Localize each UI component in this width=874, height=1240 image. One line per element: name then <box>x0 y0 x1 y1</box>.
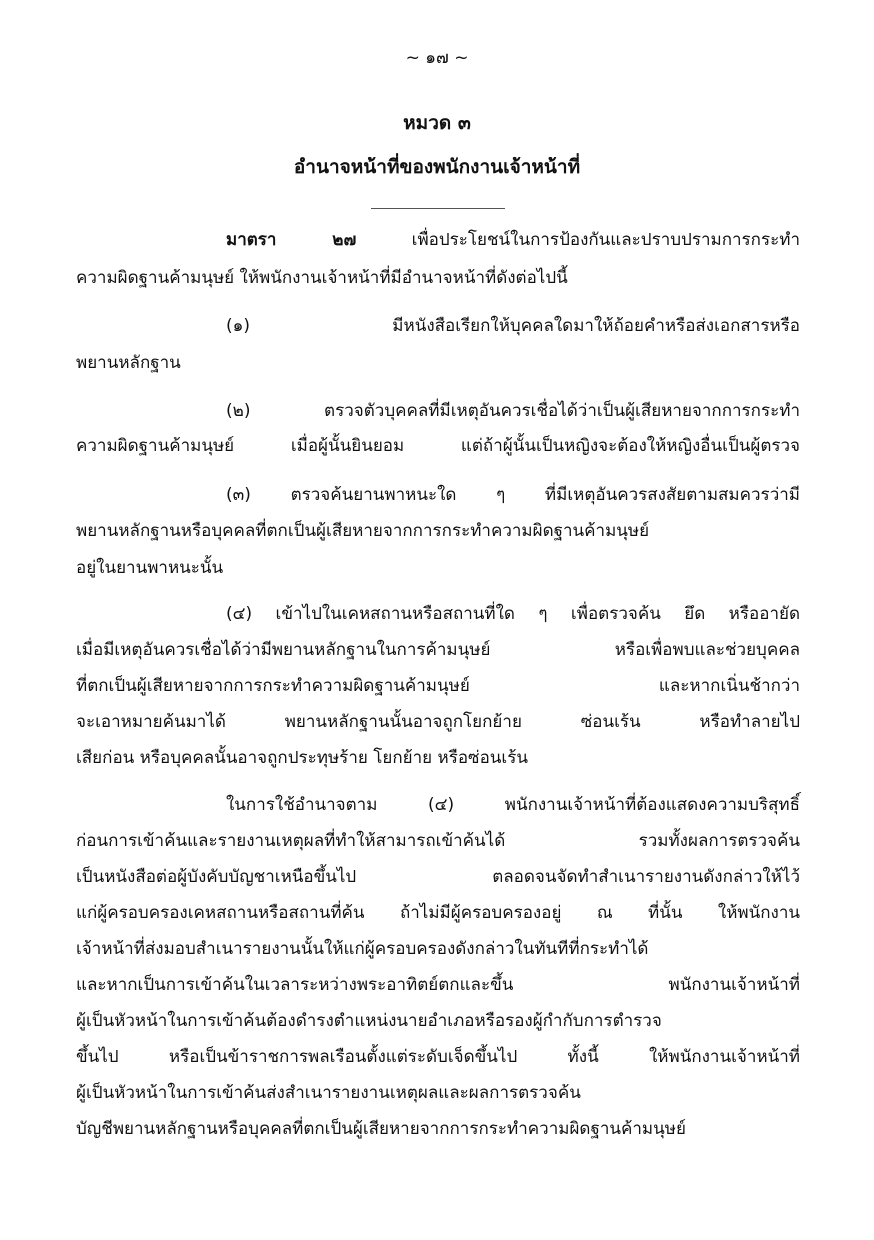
item-line: เมื่อมีเหตุอันควรเชื่อได้ว่ามีพยานหลักฐานในการค้ามนุษย์ หรือเพื่อพบและช่วยบุคคล <box>76 640 800 660</box>
paragraph-line: บัญชีพยานหลักฐานหรือบุคคลที่ตกเป็นผู้เสียหายจากการกระทำความผิดฐานค้ามนุษย์ <box>76 1119 686 1139</box>
paragraph-line: เป็นหนังสือต่อผู้บังคับบัญชาเหนือขึ้นไป ตลอดจนจัดทำสำเนารายงานดังกล่าวให้ไว้ <box>76 867 800 887</box>
heading-divider <box>371 208 505 209</box>
page-number: ~ ๑๗ ~ <box>405 48 469 68</box>
item-line: (๔) เข้าไปในเคหสถานหรือสถานที่ใด ๆ เพื่อตรวจค้น ยึด หรืออายัด <box>226 604 800 624</box>
item-line: พยานหลักฐาน <box>76 353 181 373</box>
section-line: ความผิดฐานค้ามนุษย์ ให้พนักงานเจ้าหน้าที่มีอำนาจหน้าที่ดังต่อไปนี้ <box>76 268 568 288</box>
chapter-title: อำนาจหน้าที่ของพนักงานเจ้าหน้าที่ <box>293 156 581 178</box>
section-label: มาตรา ๒๗ <box>226 230 357 250</box>
item-line: ที่ตกเป็นผู้เสียหายจากการกระทำความผิดฐานค้ามนุษย์ และหากเนิ่นช้ากว่า <box>76 676 800 696</box>
section-line <box>226 232 800 256</box>
paragraph-line: เจ้าหน้าที่ส่งมอบสำเนารายงานนั้นให้แก่ผู้ครอบครองดังกล่าวในทันทีที่กระทำได้ <box>76 939 649 959</box>
paragraph-line: ผู้เป็นหัวหน้าในการเข้าค้นต้องดำรงตำแหน่งนายอำเภอหรือรองผู้กำกับการตำรวจ <box>76 1011 662 1031</box>
item-line: (๓) ตรวจค้นยานพาหนะใด ๆ ที่มีเหตุอันควรสงสัยตามสมควรว่ามี <box>226 485 800 505</box>
chapter-heading: หมวด ๓ <box>403 112 471 134</box>
item-line: (๑) มีหนังสือเรียกให้บุคคลใดมาให้ถ้อยคำหรือส่งเอกสารหรือ <box>226 316 800 336</box>
paragraph-line: แก่ผู้ครอบครองเคหสถานหรือสถานที่ค้น ถ้าไม่มีผู้ครอบครองอยู่ ณ ที่นั้น ให้พนักงาน <box>76 903 800 923</box>
item-line: พยานหลักฐานหรือบุคคลที่ตกเป็นผู้เสียหายจากการกระทำความผิดฐานค้ามนุษย์ <box>76 521 650 541</box>
paragraph-line: ในการใช้อำนาจตาม (๔) พนักงานเจ้าหน้าที่ต้องแสดงความบริสุทธิ์ <box>226 795 800 815</box>
section-text: เพื่อประโยชน์ในการป้องกันและปราบปรามการกระทำ <box>411 230 800 250</box>
paragraph-line: ผู้เป็นหัวหน้าในการเข้าค้นส่งสำเนารายงานเหตุผลและผลการตรวจค้น <box>76 1083 581 1103</box>
item-line: เสียก่อน หรือบุคคลนั้นอาจถูกประทุษร้าย โยกย้าย หรือซ่อนเร้น <box>76 748 528 768</box>
paragraph-line: และหากเป็นการเข้าค้นในเวลาระหว่างพระอาทิตย์ตกและขึ้น พนักงานเจ้าหน้าที่ <box>76 975 800 995</box>
item-line: (๒) ตรวจตัวบุคคลที่มีเหตุอันควรเชื่อได้ว่าเป็นผู้เสียหายจากการกระทำ <box>226 401 800 421</box>
paragraph-line: ขึ้นไป หรือเป็นข้าราชการพลเรือนตั้งแต่ระดับเจ็ดขึ้นไป ทั้งนี้ ให้พนักงานเจ้าหน้าที่ <box>76 1047 800 1067</box>
item-line: ความผิดฐานค้ามนุษย์ เมื่อผู้นั้นยินยอม แต่ถ้าผู้นั้นเป็นหญิงจะต้องให้หญิงอื่นเป็นผู้ตรวจ <box>76 436 800 456</box>
paragraph-line: ก่อนการเข้าค้นและรายงานเหตุผลที่ทำให้สามารถเข้าค้นได้ รวมทั้งผลการตรวจค้น <box>76 831 800 851</box>
item-line: อยู่ในยานพาหนะนั้น <box>76 558 224 578</box>
item-line: จะเอาหมายค้นมาได้ พยานหลักฐานนั้นอาจถูกโยกย้าย ซ่อนเร้น หรือทำลายไป <box>76 712 800 732</box>
